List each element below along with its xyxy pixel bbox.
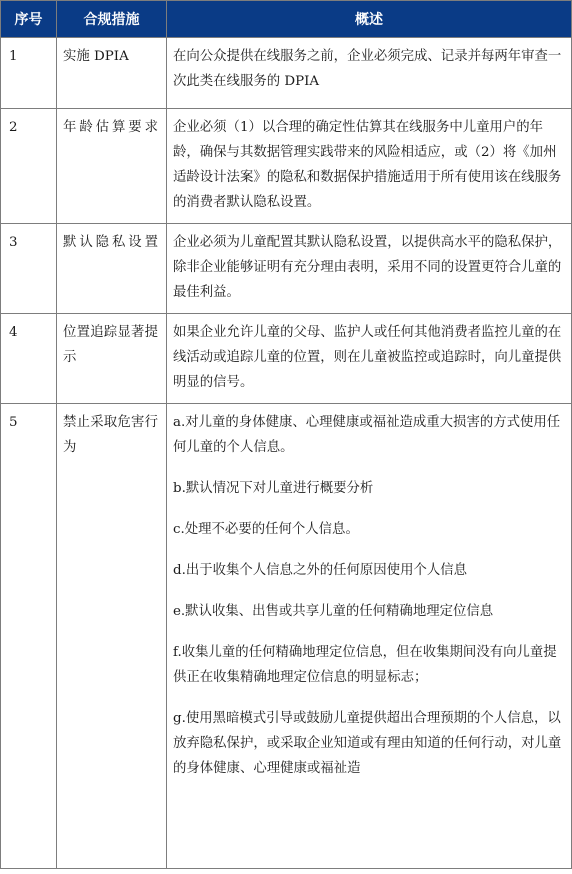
row-measure: 位置追踪显著提示 [57,314,167,404]
row-measure: 默认隐私设置 [57,224,167,314]
table-row [1,109,572,224]
row-number: 5 [1,404,57,869]
row-measure: 年龄估算要求 [57,109,167,224]
prohibited-item-e: e.默认收集、出售或共享儿童的任何精确地理定位信息 [173,604,494,619]
row-measure: 实施 DPIA [57,38,167,109]
prohibited-item-b: b.默认情况下对儿童进行概要分析 [173,481,374,496]
prohibited-item-c: c.处理不必要的任何个人信息。 [173,522,359,537]
row-description: 企业必须为儿童配置其默认隐私设置，以提供高水平的隐私保护，除非企业能够证明有充分理由表明，采用不同的设置更符合儿童的最佳利益。 [167,224,572,314]
row-description: 如果企业允许儿童的父母、监护人或任何其他消费者监控儿童的在线活动或追踪儿童的位置，则在儿童被监控或追踪时，向儿童提供明显的信号。 [167,314,572,404]
row-number: 3 [1,224,57,314]
prohibited-item-d: d.出于收集个人信息之外的任何原因使用个人信息 [173,563,468,578]
header-overview: 概述 [167,1,572,38]
prohibited-item-a: a.对儿童的身体健康、心理健康或福祉造成重大损害的方式使用任何儿童的个人信息。 [173,415,561,455]
header-number: 序号 [1,1,57,38]
row-number: 2 [1,109,57,224]
row-measure: 禁止采取危害行为 [57,404,167,869]
header-measure: 合规措施 [57,1,167,38]
prohibited-item-g: g.使用黑暗模式引导或鼓励儿童提供超出合理预期的个人信息，以放弃隐私保护，或采取企业知道或有理由知道的任何行动，对儿童的身体健康、心理健康或福祉造 [173,711,562,776]
table-row [1,314,572,404]
table-row [1,38,572,109]
table-row [1,404,572,869]
row-description-list [167,404,572,869]
row-description: 企业必须（1）以合理的确定性估算其在线服务中儿童用户的年龄，确保与其数据管理实践带来的风险相适应，或（2）将《加州适龄设计法案》的隐私和数据保护措施适用于所有使用该在线服务的消费者默认隐私设置。 [167,109,572,224]
table-row [1,224,572,314]
row-number: 1 [1,38,57,109]
table-header-row [1,1,572,38]
row-description: 在向公众提供在线服务之前，企业必须完成、记录并每两年审查一次此类在线服务的 DPIA [167,38,572,109]
row-number: 4 [1,314,57,404]
prohibited-item-f: f.收集儿童的任何精确地理定位信息，但在收集期间没有向儿童提供正在收集精确地理定位信息的明显标志； [173,645,557,685]
